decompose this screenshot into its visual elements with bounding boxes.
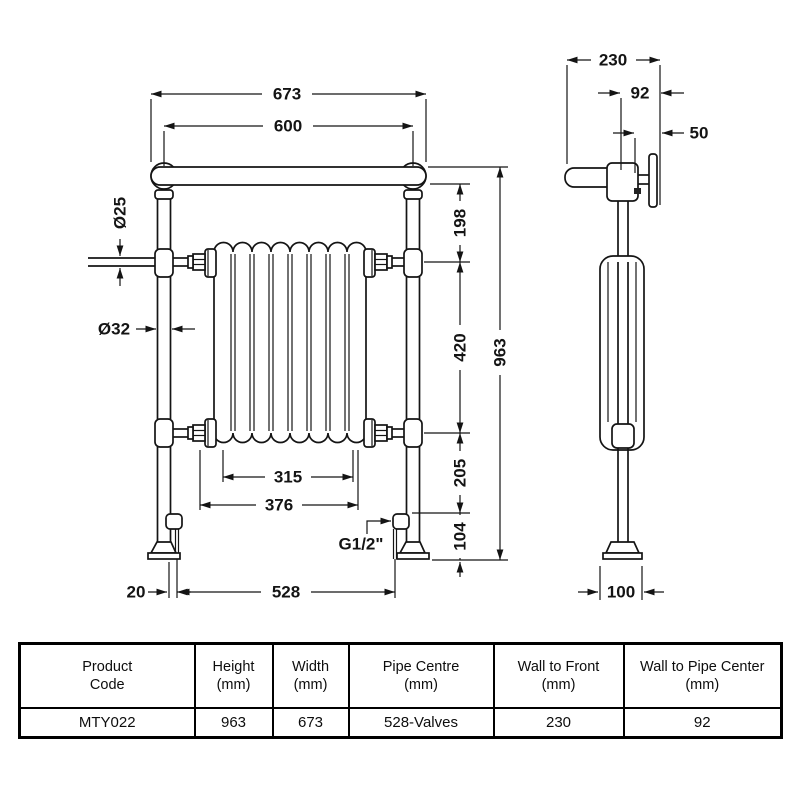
dim-valve-centres	[177, 559, 395, 602]
left-foot-plate	[148, 553, 180, 559]
left-post-sleeve	[155, 190, 173, 199]
header-wall-to-front	[494, 644, 624, 709]
header-line: (mm)	[293, 677, 328, 693]
header-line: Wall to Pipe Center	[640, 658, 765, 675]
dim-column-span	[223, 450, 353, 487]
value-height: 963	[195, 708, 273, 738]
post-collar	[404, 249, 422, 277]
header-line: (mm)	[216, 677, 251, 693]
header-line: Wall to Front	[517, 658, 600, 675]
value-wall-to-pipe-center: 92	[624, 708, 782, 738]
header-line: (mm)	[685, 677, 720, 693]
left-foot	[151, 542, 176, 553]
valve-nut	[375, 254, 387, 270]
valve-nut	[193, 254, 205, 270]
dim-wall-to-pipe	[598, 84, 684, 171]
dim-label: 92	[630, 83, 650, 103]
dim-label: 20	[126, 582, 146, 602]
right-post-sleeve	[404, 190, 422, 199]
dim-label: 104	[450, 522, 470, 551]
valve-washer	[387, 256, 392, 268]
dim-rail-centres	[164, 117, 413, 167]
post-collar	[155, 249, 173, 277]
dim-label: G1/2"	[338, 534, 384, 554]
dim-label: 673	[272, 84, 302, 104]
dim-label: 528	[271, 582, 301, 602]
dim-label: Ø25	[110, 196, 130, 230]
valve-bell	[205, 419, 216, 447]
header-line: (mm)	[404, 677, 438, 693]
side-post-collar	[612, 424, 634, 448]
valve-nut	[193, 425, 205, 441]
valve-bell	[205, 249, 216, 277]
left-inlet-boss	[166, 514, 182, 529]
dim-label: 376	[264, 495, 294, 515]
dim-pipe-offset	[127, 562, 191, 602]
side-radiator-body	[600, 256, 644, 450]
dim-label: 205	[450, 458, 470, 488]
radiator-body	[214, 243, 366, 443]
value-pipe-centre: 528-Valves	[349, 708, 494, 738]
spec-table	[18, 642, 783, 739]
value-product-code: MTY022	[20, 708, 195, 738]
side-foot-plate	[603, 553, 642, 559]
right-foot	[400, 542, 425, 553]
side-foot	[606, 542, 639, 553]
header-height	[195, 644, 273, 709]
valve-bell	[364, 249, 375, 277]
dim-inlet-thread	[339, 521, 391, 554]
right-inlet-boss	[393, 514, 409, 529]
header-line: Width	[291, 658, 330, 675]
valve-bell	[364, 419, 375, 447]
valve-washer	[188, 256, 193, 268]
wall-flange-plate	[649, 154, 657, 207]
dim-label: 100	[606, 582, 636, 602]
dim-label: 600	[273, 116, 303, 136]
header-line: Pipe Centre	[382, 658, 460, 675]
header-pipe-centre	[349, 644, 494, 709]
bracket-bolt	[634, 188, 641, 194]
dim-label: Ø32	[97, 319, 131, 339]
spec-table-header-row	[20, 644, 782, 709]
header-line: (mm)	[541, 677, 576, 693]
dim-chain-right	[412, 184, 508, 577]
header-wall-to-pipe-center	[624, 644, 782, 709]
header-product-code	[20, 644, 195, 709]
valve-washer	[387, 427, 392, 439]
post-collar	[404, 419, 422, 447]
dim-label: 230	[598, 50, 628, 70]
header-line: Height	[212, 658, 255, 675]
towel-rail	[151, 167, 426, 185]
header-width	[273, 644, 349, 709]
value-wall-to-front: 230	[494, 708, 624, 738]
post-collar	[155, 419, 173, 447]
leader-line	[367, 521, 391, 534]
dim-label: 315	[273, 467, 303, 487]
dim-label: 420	[450, 333, 470, 362]
valve-nut	[375, 425, 387, 441]
right-foot-plate	[397, 553, 429, 559]
dim-label: 963	[490, 338, 510, 367]
dim-label: 198	[450, 208, 470, 238]
value-width: 673	[273, 708, 349, 738]
valve-washer	[188, 427, 193, 439]
side-collar-block	[607, 163, 638, 201]
header-line: Product	[82, 658, 133, 675]
side-view	[565, 154, 657, 559]
header-line: Code	[89, 677, 125, 693]
spec-table-value-row	[20, 708, 782, 738]
dim-foot-width	[578, 566, 664, 602]
dim-rail-diameter	[111, 197, 130, 286]
dim-label: 50	[689, 123, 709, 143]
dim-post-diameter	[98, 320, 195, 339]
